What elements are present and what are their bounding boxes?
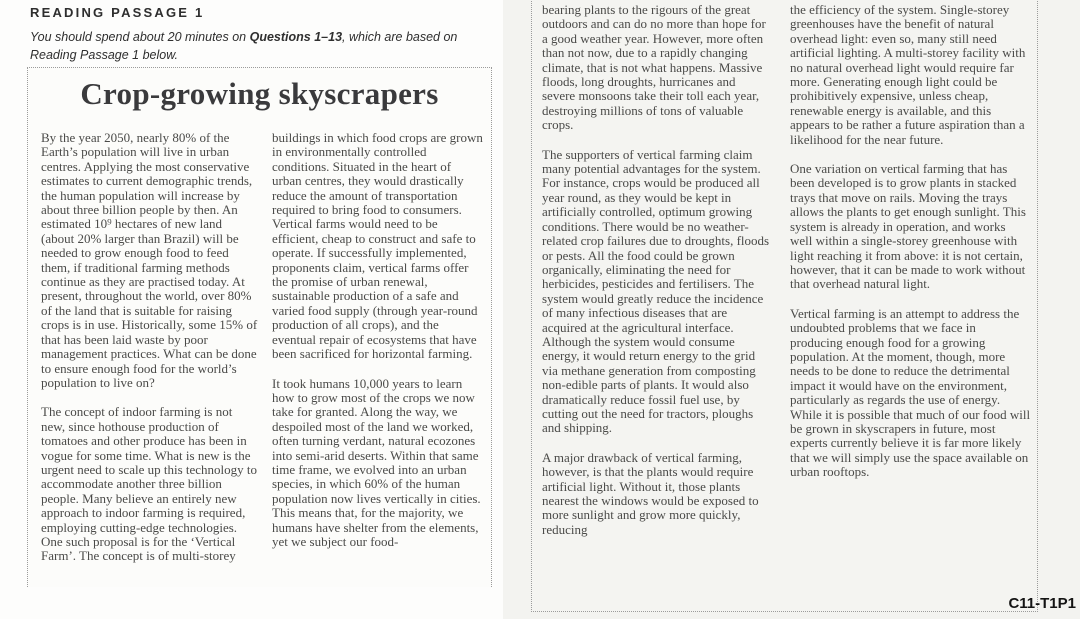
passage-column-3: [542, 3, 771, 603]
passage-box: [27, 67, 492, 587]
passage-title: Crop-growing skyscrapers: [80, 76, 439, 111]
passage-column-1: [41, 131, 258, 585]
right-page: [503, 0, 1080, 619]
passage-column-4: [790, 3, 1031, 603]
passage-paragraph: It took humans 10,000 years to learn how to grow most of the crops we now take for granted. Along the way, we despoiled most of the land we worked, often turning verdant, natural ecozones into semi-arid deserts. Within that same time frame, we evolved into an urban species, in which 60% of the human population now lives vertically in cities. This means that, for the majority, we humans have shelter from the elements, yet we subject our food-: [272, 375, 481, 549]
left-page: [0, 0, 503, 619]
passage-box-continued: [531, 0, 1038, 612]
passage-paragraph: A major drawback of vertical farming, however, is that the plants would require artificial light. Without it, those plants nearest the windows would be exposed to more sunlight and grow more quickly, reducing: [542, 449, 759, 537]
passage-columns-left: [41, 131, 483, 585]
instruction-questions-range: Questions 1–13: [249, 30, 343, 44]
passage-paragraph: By the year 2050, nearly 80% of the Earth’s population will live in urban centres. Applying the most conservative estimates to current demographic trends, the human population will increase by about three billion people by then. An estimated 10⁹ hectares of new land (about 20% larger than Brazil) will be needed to grow enough food to feed them, if traditional farming methods continue as they are practised today. At present, throughout the world, over 80% of the land that is suitable for raising crops is in use. Historically, some 15% of that has been laid waste by poor management practices. What can be done to ensure enough food for the world’s population to live on?: [41, 131, 258, 390]
passage-paragraph: buildings in which food crops are grown in environmentally controlled conditions. Situated in the heart of urban centres, they would drastically reduce the amount of transportation required to bring food to consumers. Vertical farms would need to be efficient, cheap to construct and safe to operate. If successfully implemented, proponents claim, vertical farms offer the promise of urban renewal, sustainable production of a safe and varied food supply (through year-round production of all crops), and the eventual repair of ecosystems that have been sacrificed for horizontal farming.: [272, 131, 483, 362]
passage-paragraph: Vertical farming is an attempt to address the undoubted problems that we face in producing enough food for a growing population. At the moment, though, more needs to be done to reduce the detrimental impact it would have on the environment, particularly as regards the use of energy. While it is possible that much of our food will be grown in skyscrapers in future, most experts currently believe it is far more likely that we will simply use the space available on urban rooftops.: [790, 305, 1031, 480]
instruction-text-pre: You should spend about 20 minutes on: [30, 30, 250, 44]
instruction-text-post: , which are based on Reading Passage 1 below.: [30, 30, 458, 62]
passage-column-2: [272, 131, 483, 585]
passage-paragraph: bearing plants to the rigours of the great outdoors and can do no more than hope for a good weather year. However, more often than not now, due to a rapidly changing climate, that is not what happens. Massive floods, long droughts, hurricanes and severe monsoons take their toll each year, destroying millions of tons of valuable crops.: [542, 3, 766, 133]
passage-reference-tag: C11-T1P1: [1008, 595, 1076, 612]
passage-paragraph: The supporters of vertical farming claim many potential advantages for the system. For instance, crops would be produced all year round, as they would be kept in artificially controlled, optimum growing conditions. There would be no weather-related crop failures due to droughts, floods or pests. All the food could be grown organically, eliminating the need for herbicides, pesticides and fertilisers. The system would greatly reduce the incidence of many infectious diseases that are acquired at the agricultural interface. Although the system would consume energy, it would return energy to the grid via methane generation from composting non-edible parts of plants. It would also dramatically reduce fossil fuel use, by cutting out the need for tractors, ploughs and shipping.: [542, 146, 770, 436]
timing-instruction: [30, 29, 490, 65]
passage-paragraph: the efficiency of the system. Single-storey greenhouses have the benefit of natural overhead light: even so, many still need artificial lighting. A multi-storey facility with no natural overhead light would require far more. Generating enough light could be prohibitively expensive, unless cheap, renewable energy is available, and this appears to be rather a future aspiration than a likelihood for the near future.: [790, 3, 1026, 147]
reading-passage-heading: READING PASSAGE 1: [30, 5, 205, 20]
passage-paragraph: The concept of indoor farming is not new, since hothouse production of tomatoes and other produce has been in vogue for some time. What is new is the urgent need to scale up this technology to accommodate another three billion people. Many believe an entirely new approach to indoor farming is required, employing cutting-edge technologies. One such proposal is for the ‘Vertical Farm’. The concept is of multi-storey: [41, 404, 258, 564]
passage-paragraph: One variation on vertical farming that has been developed is to grow plants in stacked trays that move on rails. Moving the trays allows the plants to get enough sunlight. This system is already in operation, and works well within a single-storey greenhouse with light reaching it from above: it is not certain, however, that it can be made to work without that overhead natural light.: [790, 161, 1026, 292]
passage-columns-right: [542, 3, 1031, 603]
